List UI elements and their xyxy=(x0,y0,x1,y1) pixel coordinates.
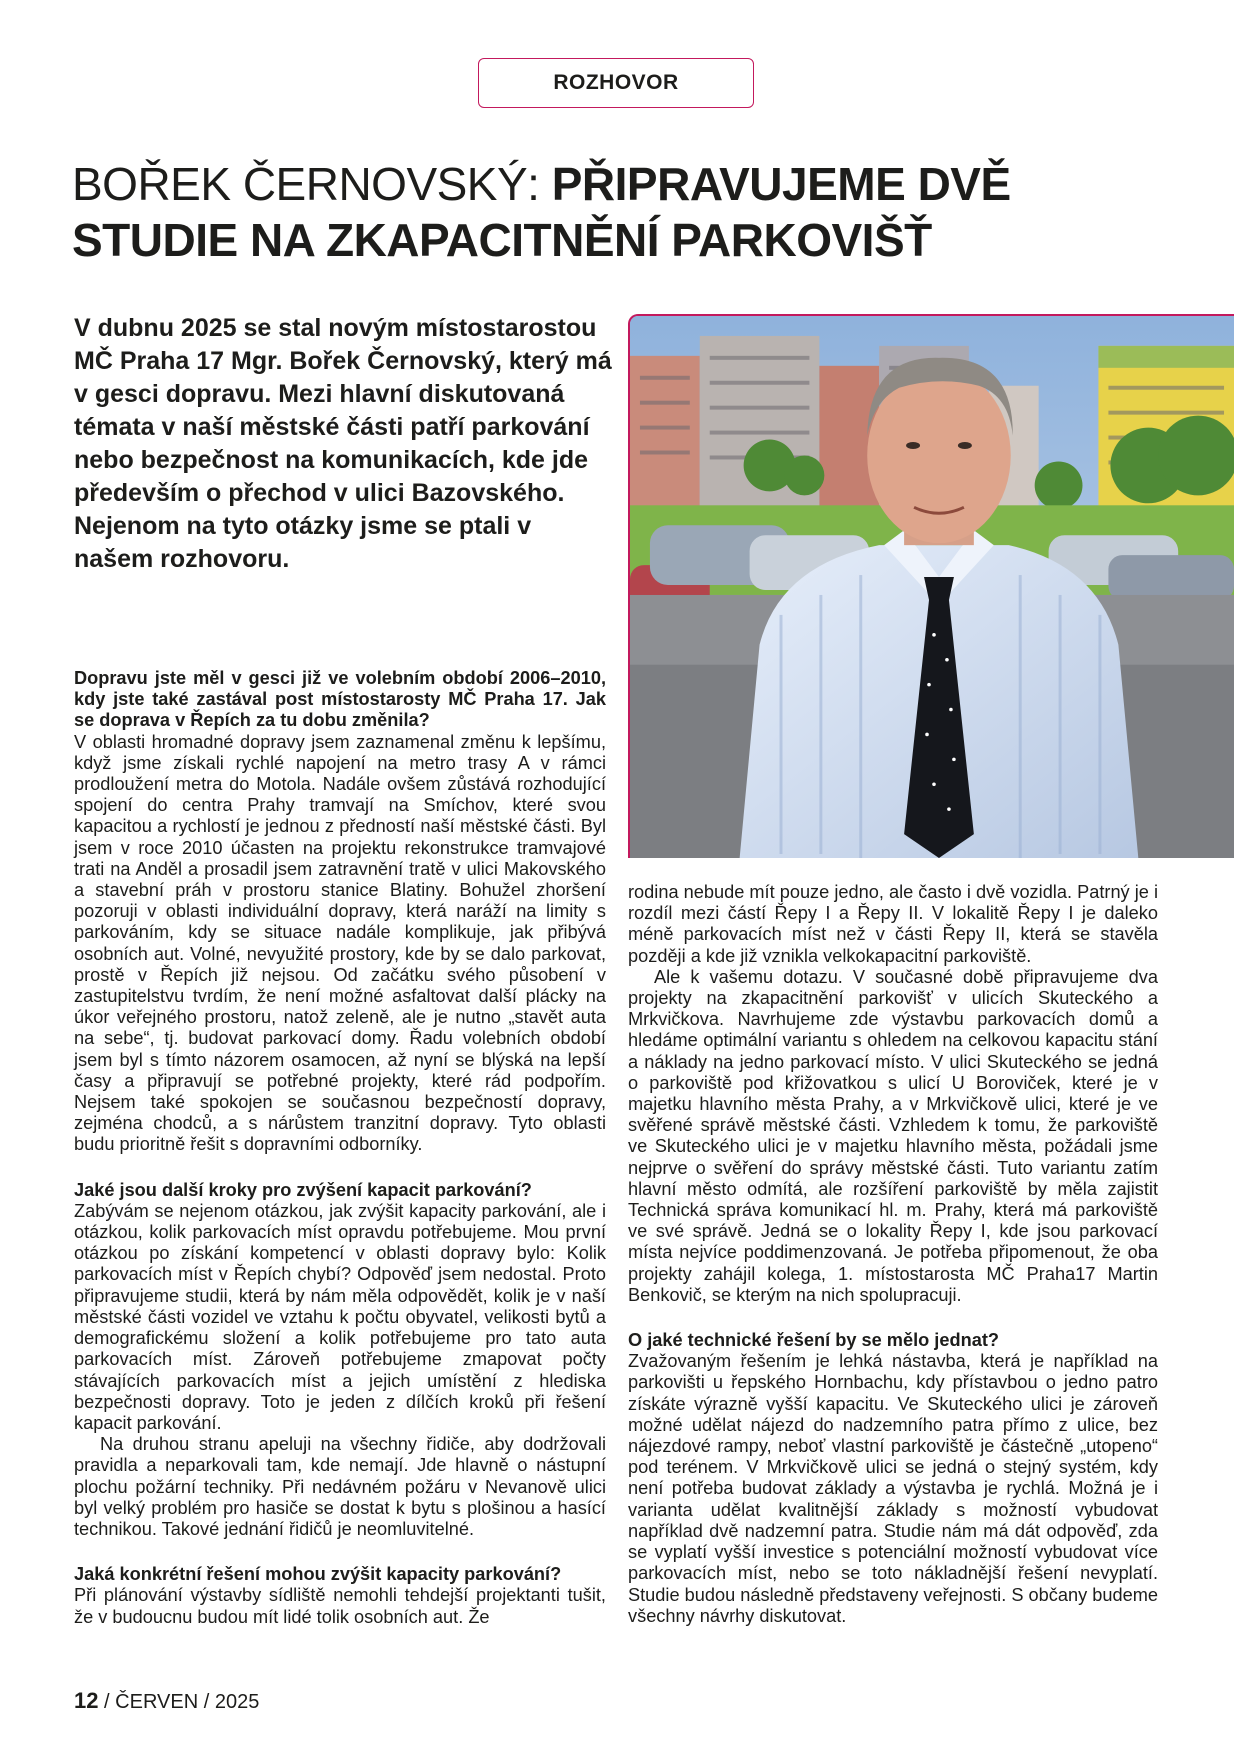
page-footer xyxy=(74,1688,259,1714)
issue-year: 2025 xyxy=(214,1691,260,1713)
page-number: 12 xyxy=(74,1688,99,1713)
question-3: Jaká konkrétní řešení mohou zvýšit kapacity parkování? xyxy=(74,1564,562,1585)
answer-2: Zabývám se nejenom otázkou, jak zvýšit kapacity parkování, ale i otázkou, kolik parkovacích míst opravdu potřebujeme. Mou první otázkou po získání kompetencí v oblasti dopravy bylo: Kolik parkovacích míst v Řepích chybí? Odpověď jsem nedostal. Proto připravujeme studii, která by nám měla odpovědět, kolik je v naší městské části vozidel ve vztahu k počtu obyvatel, velikosti bytů a demografickému složení a kolik potřebujeme pro tato auta parkovacích míst. Zároveň potřebujeme zmapovat počty stávajících parkovacích míst a jejich umístění z hlediska bezpečnosti dopravy. Toto je jeden z dílčích kroků při řešení kapacit parkování. xyxy=(74,1200,606,1433)
issue-month: ČERVEN xyxy=(115,1691,199,1713)
footer-separator-2: / xyxy=(203,1691,210,1713)
answer-2-continued: Na druhou stranu apeluji na všechny řidiče, aby dodržovali pravidla a neparkovali tam, kde nemají. Jde hlavně o nástupní plochu požární techniky. Při nedávném požáru v Nevanově ulici byl velký problém pro hasiče se dostat k bytu s plošinou a hasící technikou. Takové jednání řidičů je neomluvitelné. xyxy=(74,1434,606,1539)
answer-3-continued: rodina nebude mít pouze jedno, ale často i dvě vozidla. Patrný je i rozdíl mezi částí Řepy I a Řepy II. V lokalitě Řepy I je daleko méně parkovacích míst než v části Řepy II, která se stavěla později a kde již vznikla velkokapacitní parkoviště. xyxy=(628,882,1158,966)
right-column xyxy=(628,882,1158,1627)
question-4: O jaké technické řešení by se mělo jednat? xyxy=(628,1330,999,1351)
question-1: Dopravu jste měl v gesci již ve volebním období 2006–2010, kdy jste také zastával post místostarosty MČ Praha 17. Jak se doprava v Řepích za tu dobu změnila? xyxy=(74,668,606,731)
answer-1: V oblasti hromadné dopravy jsem zaznamenal změnu k lepšímu, když jsme získali rychlé napojení na metro trasy A v rámci prodloužení metra do Motola. Nadále ovšem zůstává rozhodující spojení do centra Prahy tramvají na Smíchov, které svou kapacitou a rychlostí je jednou z předností naší městské části. Byl jsem v roce 2010 účasten na projektu rekonstrukce tramvajové trati na Anděl a prosadil jsem zatravnění tratě v ulici Makovského a stavební práh v prostoru stanice Blatiny. Bohužel zhoršení pozoruji v oblasti individuální dopravy, která naráží na limity s parkováním, kdy se situace nadále komplikuje, jak přibývá osobních aut. Volné, nevyužité prostory, kde by se dalo parkovat, prostě v Řepích již nejsou. Od začátku svého působení v zastupitelstvu tvrdím, že není možné asfaltovat další plácky na úkor veřejného prostoru, natož zeleně, ale je nutno „stavět auta na sebe“, tj. budovat parkovací domy. Řadu volebních období jsem byl s tímto názorem osamocen, až nyní se blýská na lepší časy a připravují se potřebné projekty, které rád podpořím. Nejsem také spokojen se současnou bezpečností dopravy, zejména chodců, a s nárůstem tranzitní dopravy. Tyto oblasti budu prioritně řešit s dopravními odborníky. xyxy=(74,731,606,1155)
lead-paragraph: V dubnu 2025 se stal novým místostarostou MČ Praha 17 Mgr. Bořek Černovský, který má v gesci dopravu. Mezi hlavní diskutovaná témata v naší městské části patří parkování nebo bezpečnost na komunikacích, kde jde především o přechod v ulici Bazovského. Nejenom na tyto otázky jsme se ptali v našem rozhovoru. xyxy=(74,314,612,573)
interview-photo xyxy=(628,314,1234,858)
answer-4: Zvažovaným řešením je lehká nástavba, která je například na parkovišti u řepského Hornbachu, kdy přístavbou o jedno patro získáte výrazně vyšší kapacitu. Ve Skuteckého ulici je zároveň možné udělat nájezd do nadzemního patra přímo z ulice, bez nájezdové rampy, neboť vlastní parkoviště je částečně „utopeno“ pod terénem. V Mrkvičkově ulici se jedná o stejný systém, kdy není potřeba budovat základy a výstavba je rychlá. Možná je i varianta udělat kvalitnější základy s možností vybudovat například dvě nadzemní patra. Studie nám má dát odpověď, zda se vyplatí vyšší investice s potenciální možností vybudovat více parkovacích míst, nebo se toto nákladnější řešení nevyplatí. Studie budou následně představeny veřejnosti. S občany budeme všechny návrhy diskutovat. xyxy=(628,1351,1158,1626)
headline xyxy=(72,156,1112,268)
answer-3: Při plánování výstavby sídliště nemohli tehdejší projektanti tušit, že v budoucnu budou mít lidé tolik osobních aut. Že xyxy=(74,1585,606,1627)
footer-separator: / xyxy=(104,1691,110,1713)
portrait-illustration xyxy=(630,316,1234,858)
answer-3-detail: Ale k vašemu dotazu. V současné době připravujeme dva projekty na zkapacitnění parkovišť v ulicích Skuteckého a Mrkvičkova. Navrhujeme zde výstavbu parkovacích domů a hledáme optimální variantu s ohledem na celkovou kapacitu stání a náklady na jedno parkovací místo. V ulici Skuteckého se jedná o parkoviště pod křižovatkou s ulicí U Boroviček, které je v majetku hlavního města Prahy, a v Mrkvičkově ulici, které je ve svěřené správě městské části. Vzhledem k tomu, že parkoviště ve Skuteckého ulici je v majetku hlavního města, požádali jsme nejprve o svěření do správy městské části. Tuto variantu zatím hlavní město odmítá, ale rozšíření parkoviště by měla zajistit Technická správa komunikací hl. m. Prahy, která má parkoviště ve své správě. Jedná se o lokality Řepy I, kde jsou parkovací místa nejvíce poddimenzovaná. Je potřeba připomenout, že oba projekty zahájil kolega, 1. místostarosta MČ Praha17 Martin Benkovič, se kterým na nich spolupracuji. xyxy=(628,966,1158,1305)
left-column xyxy=(74,668,606,1628)
question-2: Jaké jsou další kroky pro zvýšení kapacit parkování? xyxy=(74,1179,532,1200)
headline-title: PŘIPRAVUJEME DVĚ STUDIE NA ZKAPACITNĚNÍ PARKOVIŠŤ xyxy=(72,158,1011,266)
section-tag: ROZHOVOR xyxy=(478,58,754,108)
headline-name: BOŘEK ČERNOVSKÝ: xyxy=(72,158,540,210)
